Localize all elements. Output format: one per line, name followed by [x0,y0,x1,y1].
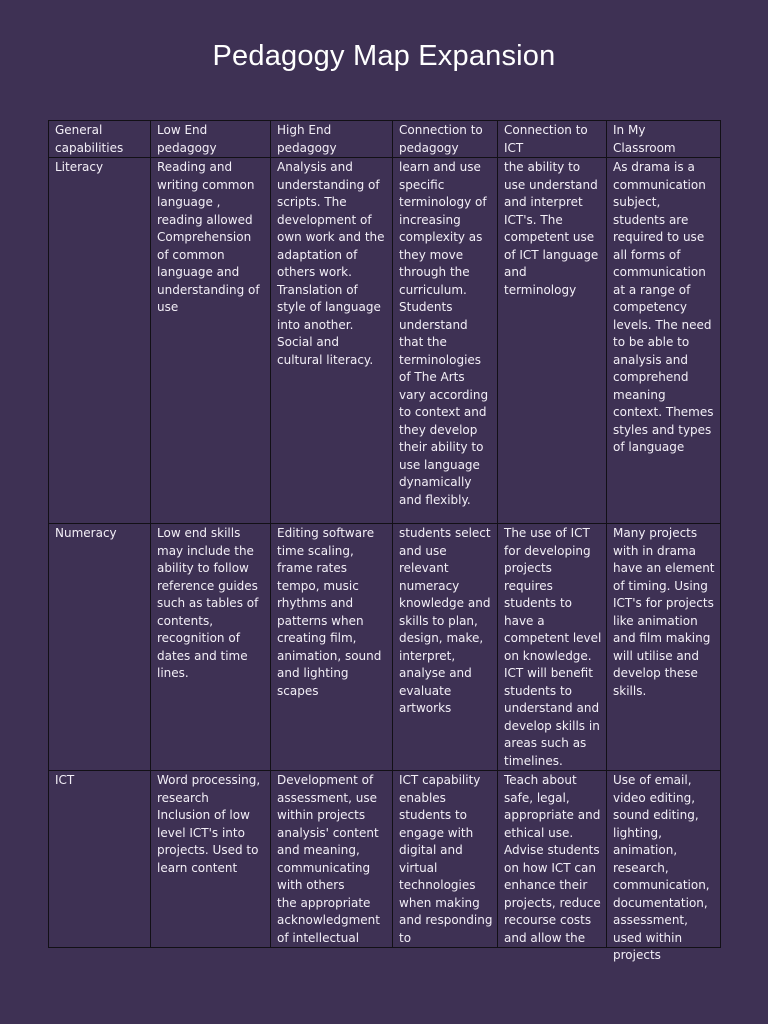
column-header-general-capabilities: General capabilities [49,121,151,158]
connection-pedagogy-cell [393,771,498,948]
connection-ict-cell: the ability to use understand and interpret ICT's. The competent use of ICT language and terminology [498,158,607,524]
capability-cell [49,771,151,948]
page-title: Pedagogy Map Expansion [212,40,556,72]
low-end-cell [151,771,271,948]
high-end-cell [271,771,393,948]
connection-ict-cell [498,771,607,948]
table-header-row [49,121,721,158]
pedagogy-map-table [48,120,721,962]
classroom-cell: Many projects with in drama have an element of timing. Using ICT's for projects like animation and film making will utilise and develop these skills. [607,524,721,771]
low-end-cell: Low end skills may include the ability to follow reference guides such as tables of contents, recognition of dates and time lines. [151,524,271,771]
classroom-cell [607,771,721,962]
capability-cell: Numeracy [49,524,151,771]
low-end-cell: Reading and writing common language , reading allowed Comprehension of common language and understanding of use [151,158,271,524]
column-header-high-end-pedagogy: High End pedagogy [271,121,393,158]
high-end-cell: Analysis and understanding of scripts. The development of own work and the adaptation of others work. Translation of style of language into another. Social and cultural literacy. [271,158,393,524]
column-header-connection-to-ict: Connection to ICT [498,121,607,158]
capability-text: ICT [55,773,75,787]
classroom-text: Use of email, video editing, sound editing, lighting, animation, research, communication, documentation, assessment, used within projects [613,773,710,962]
connection-ict-text: Teach about safe, legal, appropriate and ethical use. Advise students on how ICT can enhance their projects, reduce recourse costs and allow the [504,773,601,945]
high-end-text: Development of assessment, use within projects analysis' content and meaning, communicating with others the appropriate acknowledgment of intellectual [277,773,380,945]
low-end-text: Word processing, research Inclusion of low level ICT's into projects. Used to learn content [157,773,261,875]
column-header-connection-to-pedagogy: Connection to pedagogy [393,121,498,158]
classroom-cell: As drama is a communication subject, students are required to use all forms of communication at a range of competency levels. The need to be able to analysis and comprehend meaning context. Themes styles and types of language [607,158,721,524]
table-row-literacy [49,158,721,524]
column-header-low-end-pedagogy: Low End pedagogy [151,121,271,158]
table-row-ict [49,771,721,948]
column-header-in-my-classroom: In My Classroom [607,121,721,158]
connection-pedagogy-cell: learn and use specific terminology of increasing complexity as they move through the curriculum. Students understand that the terminologies of The Arts vary according to context and they develop their ability to use language dynamically and flexibly. [393,158,498,524]
connection-pedagogy-text: ICT capability enables students to engage with digital and virtual technologies when making and responding to [399,773,493,945]
capability-cell: Literacy [49,158,151,524]
connection-pedagogy-cell: students select and use relevant numeracy knowledge and skills to plan, design, make, interpret, analyse and evaluate artworks [393,524,498,771]
table-row-numeracy [49,524,721,771]
high-end-cell: Editing software time scaling, frame rates tempo, music rhythms and patterns when creating film, animation, sound and lighting scapes [271,524,393,771]
connection-ict-cell: The use of ICT for developing projects requires students to have a competent level on knowledge. ICT will benefit students to understand and develop skills in areas such as timelines. [498,524,607,771]
